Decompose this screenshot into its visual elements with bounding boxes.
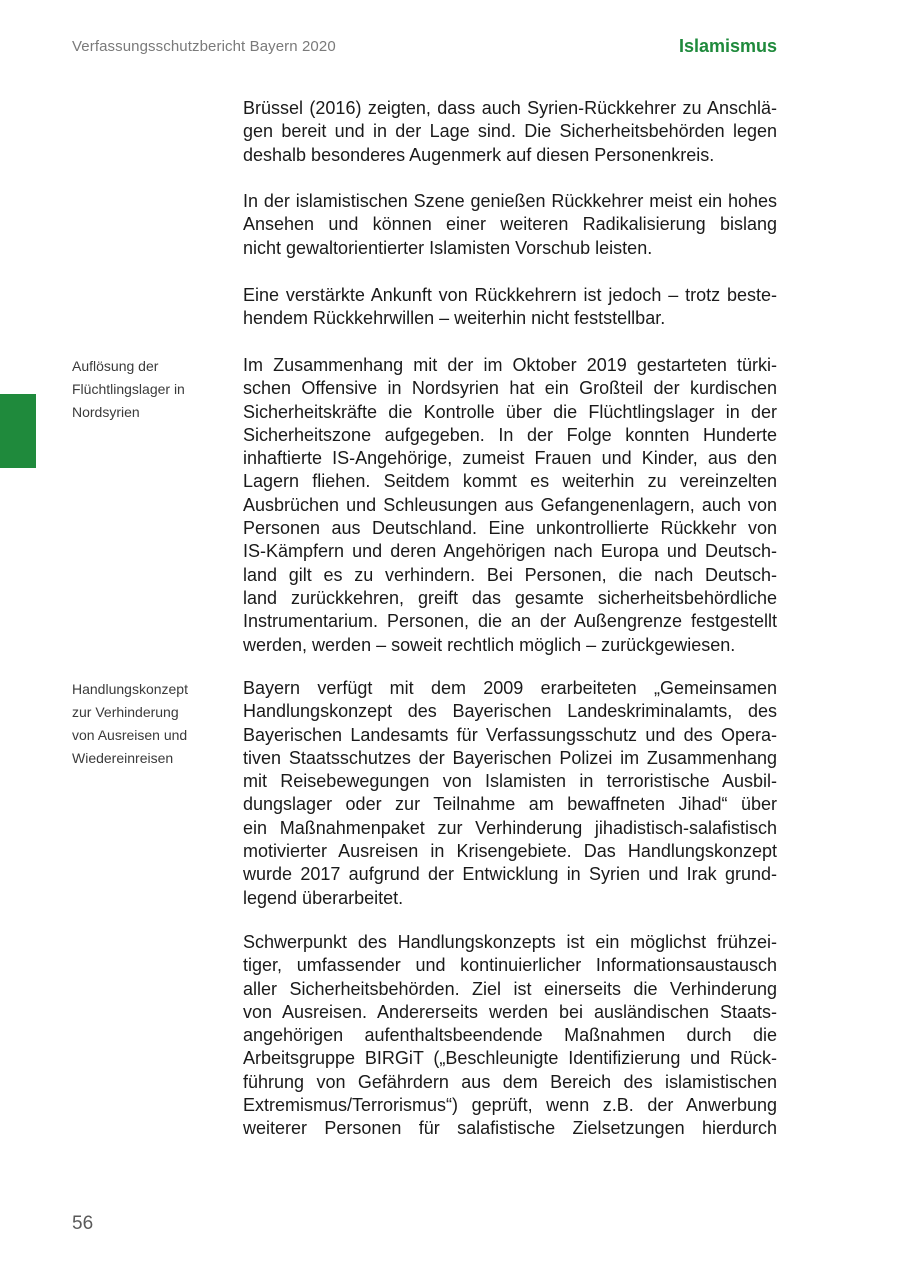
text-line: weiterer Personen für salafistische Zielsetzungen hierdurch bbox=[243, 1118, 777, 1139]
text-line: Im Zusammenhang mit der im Oktober 2019 gestarteten türki- bbox=[243, 355, 777, 375]
text-line: Bayerischen Landesamts für Verfassungsschutz und des Opera- bbox=[243, 724, 777, 745]
text-line: IS-Kämpfern und deren Angehörigen nach Europa und Deutsch- bbox=[243, 541, 777, 562]
text-line: dungslager oder zur Teilnahme am bewaffneten Jihad“ über bbox=[243, 794, 777, 815]
text-line: inhaftierte IS-Angehörige, zumeist Frauen und Kinder, aus den bbox=[243, 448, 777, 469]
body-paragraph bbox=[243, 97, 777, 167]
text-line: land zurückkehren, greift das gesamte sicherheitsbehördliche bbox=[243, 587, 777, 608]
page-number: 56 bbox=[72, 1213, 94, 1234]
margin-note-refugee-camps bbox=[72, 355, 222, 424]
text-line: werden, werden – soweit rechtlich möglich – zurückgewiesen. bbox=[243, 634, 736, 655]
margin-note-line: Nordsyrien bbox=[72, 404, 140, 420]
text-line: nicht gewaltorientierter Islamisten Vorschub leisten. bbox=[243, 237, 653, 258]
body-paragraph bbox=[243, 931, 777, 1141]
body-paragraph bbox=[243, 190, 777, 260]
text-line: tiven Staatsschutzes der Bayerischen Polizei im Zusammenhang bbox=[243, 747, 777, 768]
running-header-title: Verfassungsschutzbericht Bayern 2020 bbox=[72, 38, 336, 55]
text-line: Lagern fliehen. Seitdem kommt es weiterhin zu vereinzelten bbox=[243, 471, 777, 492]
text-line: angehörigen aufenthaltsbeendende Maßnahmen durch die bbox=[243, 1025, 777, 1046]
margin-note-line: Handlungskonzept bbox=[72, 681, 188, 697]
text-line: Sicherheitszone aufgegeben. In der Folge konnten Hunderte bbox=[243, 424, 777, 445]
margin-note-line: Auflösung der bbox=[72, 358, 159, 374]
section-title: Islamismus bbox=[678, 36, 777, 56]
body-paragraph bbox=[243, 677, 777, 910]
text-line: tiger, umfassender und kontinuierlicher Informationsaustausch bbox=[243, 955, 777, 976]
margin-note-action-concept bbox=[72, 678, 222, 770]
text-line: Bayern verfügt mit dem 2009 erarbeiteten „Gemeinsamen bbox=[243, 678, 777, 698]
text-line: ein Maßnahmenpaket zur Verhinderung jihadistisch-salafistisch bbox=[243, 817, 777, 838]
text-line: Arbeitsgruppe BIRGiT („Beschleunigte Identifizierung und Rück- bbox=[243, 1048, 777, 1069]
text-line: aller Sicherheitsbehörden. Ziel ist einerseits die Verhinderung bbox=[243, 978, 777, 999]
chapter-thumb-tab bbox=[0, 394, 36, 468]
text-line: land gilt es zu verhindern. Bei Personen, die nach Deutsch- bbox=[243, 564, 777, 585]
text-line: Ansehen und können einer weiteren Radikalisierung bislang bbox=[243, 214, 777, 235]
text-line: Personen aus Deutschland. Eine unkontrollierte Rückkehr von bbox=[243, 518, 777, 539]
text-line: von Ausreisen. Andererseits werden bei ausländischen Staats- bbox=[243, 1001, 777, 1022]
margin-note-line: Wiedereinreisen bbox=[72, 750, 174, 766]
text-line: gen bereit und in der Lage sind. Die Sicherheitsbehörden legen bbox=[243, 121, 777, 142]
text-line: Handlungskonzept des Bayerischen Landeskriminalamts, des bbox=[243, 701, 777, 722]
text-line: hendem Rückkehrwillen – weiterhin nicht feststellbar. bbox=[243, 308, 666, 329]
text-line: Schwerpunkt des Handlungskonzepts ist ein möglichst frühzei- bbox=[243, 932, 777, 952]
text-line: deshalb besonderes Augenmerk auf diesen Personenkreis. bbox=[243, 144, 715, 165]
text-line: Ausbrüchen und Schleusungen aus Gefangenenlagern, auch von bbox=[243, 494, 777, 515]
text-line: mit Reisebewegungen von Islamisten in terroristische Ausbil- bbox=[243, 771, 777, 792]
text-line: führung von Gefährdern aus dem Bereich des islamistischen bbox=[243, 1071, 777, 1092]
text-line: Instrumentarium. Personen, die an der Außengrenze festgestellt bbox=[243, 611, 777, 632]
text-line: Eine verstärkte Ankunft von Rückkehrern ist jedoch – trotz beste- bbox=[243, 285, 777, 305]
text-line: Sicherheitskräfte die Kontrolle über die Flüchtlingslager in der bbox=[243, 401, 777, 422]
body-paragraph bbox=[243, 354, 777, 657]
text-line: motivierter Ausreisen in Krisengebiete. Das Handlungskonzept bbox=[243, 841, 777, 862]
text-line: In der islamistischen Szene genießen Rückkehrer meist ein hohes bbox=[243, 191, 777, 211]
text-line: wurde 2017 aufgrund der Entwicklung in Syrien und Irak grund- bbox=[243, 864, 777, 885]
text-line: schen Offensive in Nordsyrien hat ein Großteil der kurdischen bbox=[243, 378, 777, 399]
text-line: Brüssel (2016) zeigten, dass auch Syrien-Rückkehrer zu Anschlä- bbox=[243, 98, 777, 118]
body-paragraph bbox=[243, 284, 777, 331]
margin-note-line: zur Verhinderung bbox=[72, 704, 179, 720]
margin-note-line: Flüchtlingslager in bbox=[72, 381, 185, 397]
text-line: legend überarbeitet. bbox=[243, 887, 404, 908]
margin-note-line: von Ausreisen und bbox=[72, 727, 188, 743]
text-line: Extremismus/Terrorismus“) geprüft, wenn z.B. der Anwerbung bbox=[243, 1095, 777, 1116]
